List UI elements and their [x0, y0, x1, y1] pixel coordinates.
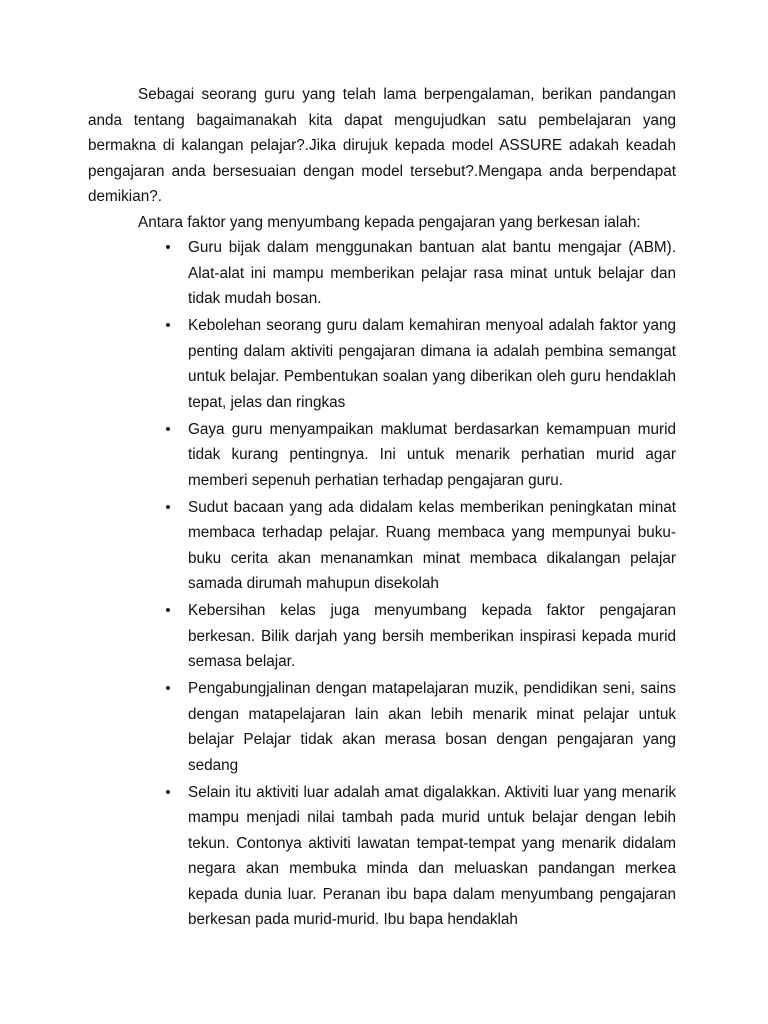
factor-list	[88, 235, 676, 933]
list-item	[165, 780, 676, 933]
list-intro-paragraph: Antara faktor yang menyumbang kepada pengajaran yang berkesan ialah:	[138, 213, 641, 231]
list-item	[165, 313, 676, 415]
intro-paragraph: Sebagai seorang guru yang telah lama berpengalaman, berikan pandangan anda tentang bagaimanakah kita dapat mengujudkan satu pembelajaran yang bermakna di kalangan pelajar?.Jika dirujuk kepada model ASSURE adakah keadah pengajaran anda bersesuaian dengan model tersebut?.Mengapa anda berpendapat demikian?.	[88, 86, 676, 205]
list-item-text: Pengabungjalinan dengan matapelajaran muzik, pendidikan seni, sains dengan matapelajaran lain akan lebih menarik minat pelajar untuk belajar Pelajar tidak akan merasa bosan dengan pengajaran yang sedang	[188, 680, 676, 774]
list-item	[165, 495, 676, 597]
document-body	[88, 82, 676, 934]
list-item	[165, 676, 676, 778]
list-item-text: Selain itu aktiviti luar adalah amat digalakkan. Aktiviti luar yang menarik mampu menjadi nilai tambah pada murid untuk belajar dengan lebih tekun. Contonya aktiviti lawatan tempat-tempat yang menarik didalam negara akan membuka minda dan meluaskan pandangan merkea kepada dunia luar. Peranan ibu bapa dalam menyumbang pengajaran berkesan pada murid-murid. Ibu bapa hendaklah	[188, 783, 676, 928]
list-item-text: Kebersihan kelas juga menyumbang kepada faktor pengajaran berkesan. Bilik darjah yang bersih memberikan inspirasi kepada murid semasa belajar.	[188, 602, 676, 670]
list-item-text: Guru bijak dalam menggunakan bantuan alat bantu mengajar (ABM). Alat-alat ini mampu memberikan pelajar rasa minat untuk belajar dan tidak mudah bosan.	[188, 239, 676, 307]
bullet-icon: •	[165, 239, 171, 256]
list-item	[165, 417, 676, 494]
list-item	[165, 235, 676, 312]
bullet-icon: •	[165, 420, 171, 438]
bullet-icon: •	[165, 317, 171, 334]
bullet-icon: •	[165, 602, 171, 619]
list-item-text: Sudut bacaan yang ada didalam kelas memberikan peningkatan minat membaca terhadap pelajar. Ruang membaca yang mempunyai buku-buku cerita akan menanamkan minat membaca dikalangan pelajar samada dirumah mahupun disekolah	[188, 498, 676, 592]
bullet-icon: •	[165, 680, 171, 697]
list-item-text: Kebolehan seorang guru dalam kemahiran menyoal adalah faktor yang penting dalam aktiviti pengajaran dimana ia adalah pembina semangat untuk belajar. Pembentukan soalan yang diberikan oleh guru hendaklah tepat, jelas dan ringkas	[188, 317, 676, 411]
list-item-text: Gaya guru menyampaikan maklumat berdasarkan kemampuan murid tidak kurang pentingnya. Ini untuk menarik perhatian murid agar memberi sepenuh perhatian terhadap pengajaran guru.	[188, 420, 676, 489]
bullet-icon: •	[165, 498, 171, 516]
list-item	[165, 598, 676, 675]
bullet-icon: •	[165, 783, 171, 801]
